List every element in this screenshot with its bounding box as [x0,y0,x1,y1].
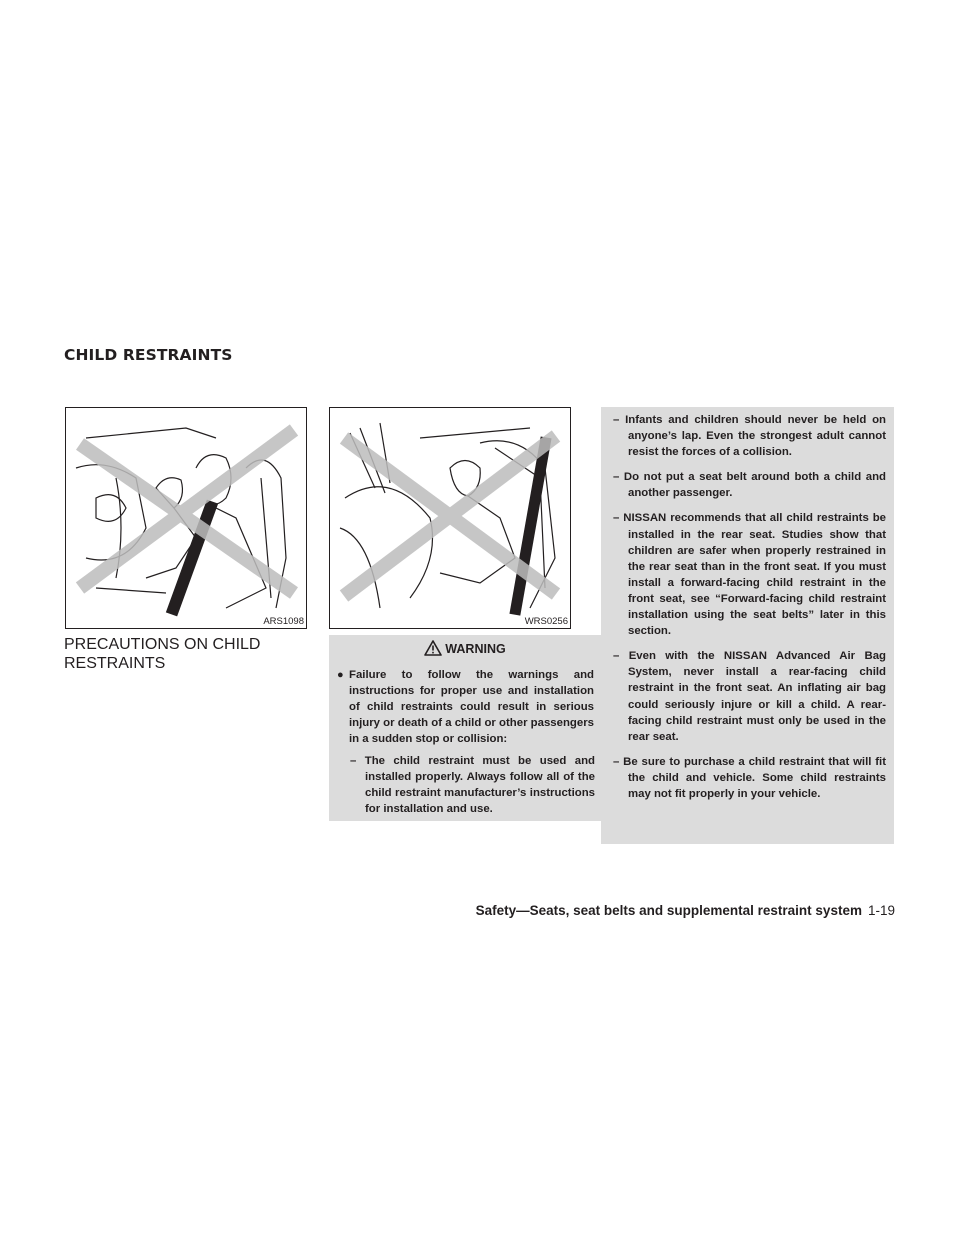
figure-child-on-lap [65,407,307,629]
figure-code: ARS1098 [263,616,304,627]
section-title: CHILD RESTRAINTS [64,346,233,364]
warning-box [329,635,601,821]
warning-item: – NISSAN recommends that all child restraints be installed in the rear seat. Studies show that children are safer when properly restrained in the rear seat than in the front seat. If you must install a forward-facing child restraint in the front seat, see “Forward-facing child restraint installation using the seat belts” later in this section. [613,512,886,638]
illustration-child-on-lap [66,408,306,617]
footer-section-title: Safety—Seats, seat belts and supplemental restraint system [475,903,862,918]
warning-item: – Even with the NISSAN Advanced Air Bag System, never install a rear-facing child restraint in the front seat. An inflating air bag could seriously injure or kill a child. A rear-facing child restraint must only be used in the rear seat. [613,650,886,743]
illustration-child-front-seat [330,408,570,617]
figure-code: WRS0256 [524,616,568,627]
warning-item: – Infants and children should never be held on anyone’s lap. Even the strongest adult cannot resist the forces of a collision. [613,414,886,459]
figure-child-front-seat [329,407,571,629]
warning-bullet-text: Failure to follow the warnings and instructions for proper use and installation of child restraints could result in serious injury or death of a child or other passengers in a sudden stop or collision: [349,669,594,746]
warning-header [329,640,601,658]
warning-triangle-icon [424,640,442,656]
subsection-heading: PRECAUTIONS ON CHILD RESTRAINTS [64,636,261,672]
bullet-icon: ● [337,669,344,681]
page-footer [476,903,895,919]
page-number: 1-19 [867,903,895,918]
warning-item: – The child restraint must be used and installed properly. Always follow all of the child restraint manufacturer’s instructions for installation and use. [350,755,595,816]
warning-item: – Do not put a seat belt around both a child and another passenger. [613,471,886,500]
warning-item-list-col1 [350,753,595,817]
warning-box-continued [601,407,894,844]
warning-item-list-col2 [613,412,886,811]
warning-label: WARNING [445,642,506,656]
warning-item: – Be sure to purchase a child restraint that will fit the child and vehicle. Some child restraints may not fit properly in your vehicle. [613,755,886,800]
